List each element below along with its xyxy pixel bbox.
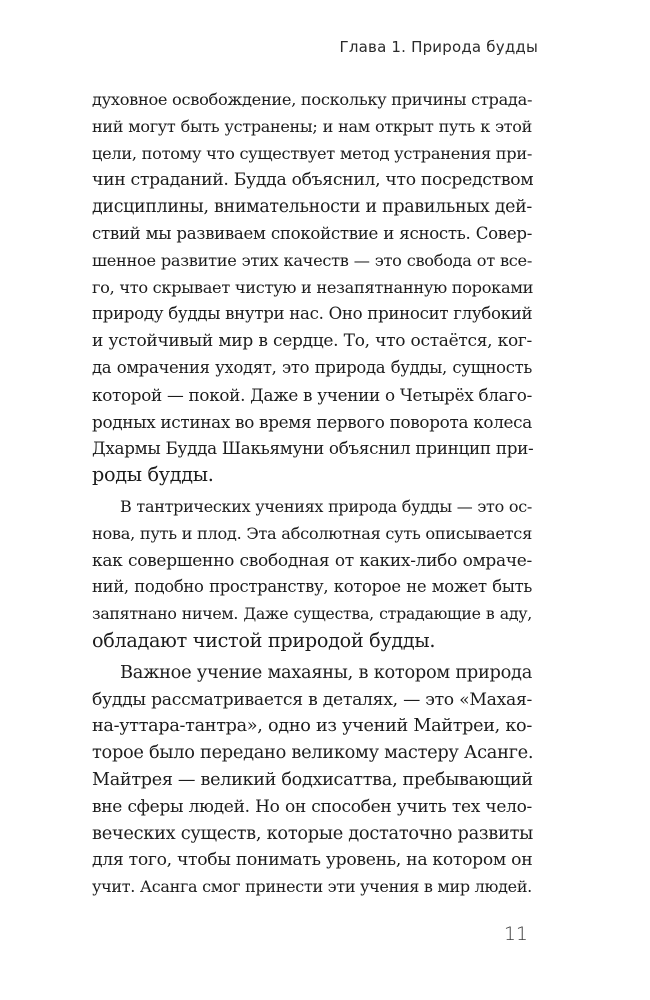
text-line: В тантрических учениях природа будды — это ос- [120, 496, 532, 516]
text-line: для того, чтобы понимать уровень, на котором он [92, 850, 533, 871]
text-line: роды будды. [92, 463, 214, 487]
text-line: как совершенно свободная от каких-либо омраче- [92, 550, 532, 571]
text-line: Важное учение махаяны, в котором природа [120, 661, 532, 683]
text-line: чин страданий. Будда объяснил, что посредством [92, 170, 534, 191]
text-line: духовное освобождение, поскольку причины страда- [92, 90, 533, 109]
text-line: го, что скрывает чистую и незапятнанную пороками [92, 277, 534, 297]
text-line: на-уттара-тантра», одно из учений Майтреи, ко- [92, 716, 532, 737]
text-line: учит. Асанга смог принести эти учения в мир людей. [92, 877, 532, 897]
text-line: дисциплины, внимательности и правильных дей- [92, 197, 532, 218]
text-line: да омрачения уходят, это природа будды, сущность [92, 357, 532, 377]
text-line: торое было передано великому мастеру Асанге. [92, 742, 534, 764]
paragraph [92, 87, 532, 489]
text-line: которой — покой. Даже в учении о Четырёх благо- [92, 384, 532, 405]
paragraph [92, 660, 532, 901]
text-line: будды рассматривается в деталях, — это «Махая- [92, 689, 532, 710]
page-number: 11 [503, 923, 528, 945]
text-line: ний, подобно пространству, которое не может быть [92, 577, 532, 597]
text-line: ний могут быть устранены; и нам открыт путь к этой [92, 116, 532, 136]
text-line: шенное развитие этих качеств — это свобода от все- [92, 250, 532, 270]
text-line: вне сферы людей. Но он способен учить тех чело- [92, 796, 532, 817]
text-line: Дхармы Будда Шакьямуни объяснил принцип при- [92, 438, 534, 459]
text-line: обладают чистой природой будды. [92, 628, 436, 652]
body-text [92, 87, 532, 901]
text-line: Майтрея — великий бодхисаттва, пребывающий [92, 769, 533, 790]
text-line: и устойчивый мир в сердце. То, что остаётся, ког- [92, 331, 532, 352]
text-line: родных истинах во время первого поворота колеса [92, 411, 532, 432]
text-line: нова, путь и плод. Эта абсолютная суть описывается [92, 523, 532, 543]
text-line: природу будды внутри нас. Оно приносит глубокий [92, 304, 533, 324]
text-line: цели, потому что существует метод устранения при- [92, 143, 532, 163]
text-line: ствий мы развиваем спокойствие и ясность. Совер- [92, 223, 532, 243]
text-line: веческих существ, которые достаточно развиты [92, 822, 533, 844]
paragraph [92, 494, 532, 655]
running-head: Глава 1. Природа будды [339, 38, 538, 56]
text-line: запятнано ничем. Даже существа, страдающие в аду, [92, 604, 532, 624]
